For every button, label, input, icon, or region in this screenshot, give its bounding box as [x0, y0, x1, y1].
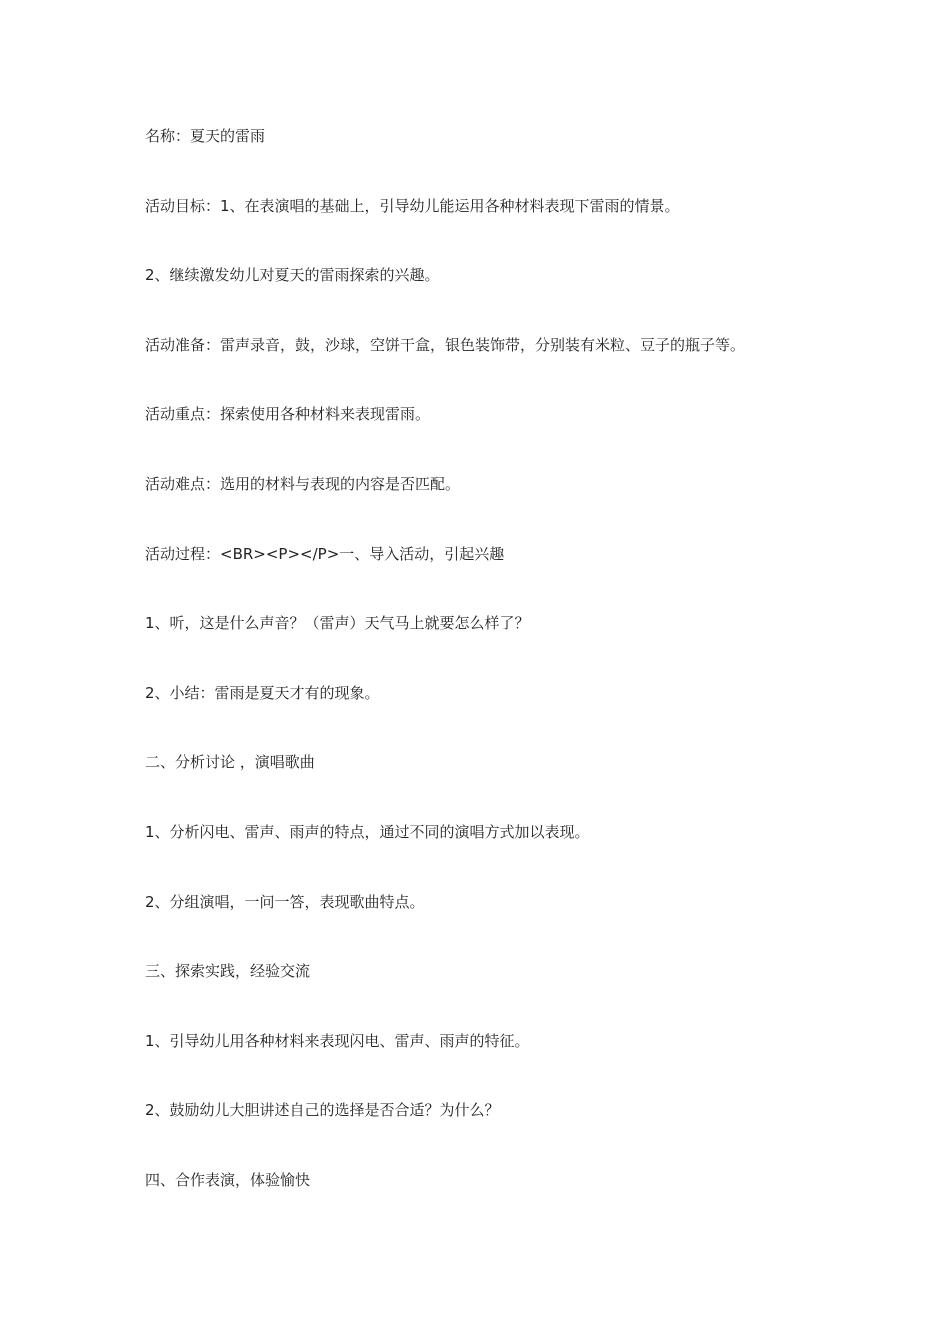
section-3-heading: 三、探索实践，经验交流: [145, 962, 311, 981]
process-step-3-2: 2、鼓励幼儿大胆讲述自己的选择是否合适？为什么？: [145, 1101, 500, 1120]
activity-key-point: 活动重点：探索使用各种材料来表现雷雨。: [145, 405, 431, 424]
activity-difficulty: 活动难点：选用的材料与表现的内容是否匹配。: [145, 474, 461, 493]
activity-name: 名称：夏天的雷雨: [145, 127, 266, 145]
process-step-3-1: 1、引导幼儿用各种材料来表现闪电、雷声、雨声的特征。: [145, 1031, 530, 1050]
document-body: [145, 124, 845, 1238]
activity-process-heading: 活动过程：<BR><P></P>一、导入活动，引起兴趣: [145, 544, 505, 563]
process-step-1-1: 1、听，这是什么声音？（雷声）天气马上就要怎么样了？: [145, 614, 530, 633]
process-step-1-2: 2、小结：雷雨是夏天才有的现象。: [145, 683, 380, 702]
section-4-heading: 四、合作表演，体验愉快: [145, 1170, 311, 1189]
activity-goal-1: 活动目标：1、在表演唱的基础上，引导幼儿能运用各种材料表现下雷雨的情景。: [145, 196, 680, 215]
process-step-2-2: 2、分组演唱，一问一答，表现歌曲特点。: [145, 892, 425, 911]
activity-goal-2: 2、继续激发幼儿对夏天的雷雨探索的兴趣。: [145, 266, 440, 285]
process-step-2-1: 1、分析闪电、雷声、雨声的特点，通过不同的演唱方式加以表现。: [145, 822, 590, 841]
section-2-heading: 二、分析讨论 ，演唱歌曲: [145, 753, 315, 772]
activity-preparation: 活动准备：雷声录音，鼓，沙球，空饼干盒，银色装饰带，分别装有米粒、豆子的瓶子等。: [145, 335, 746, 354]
